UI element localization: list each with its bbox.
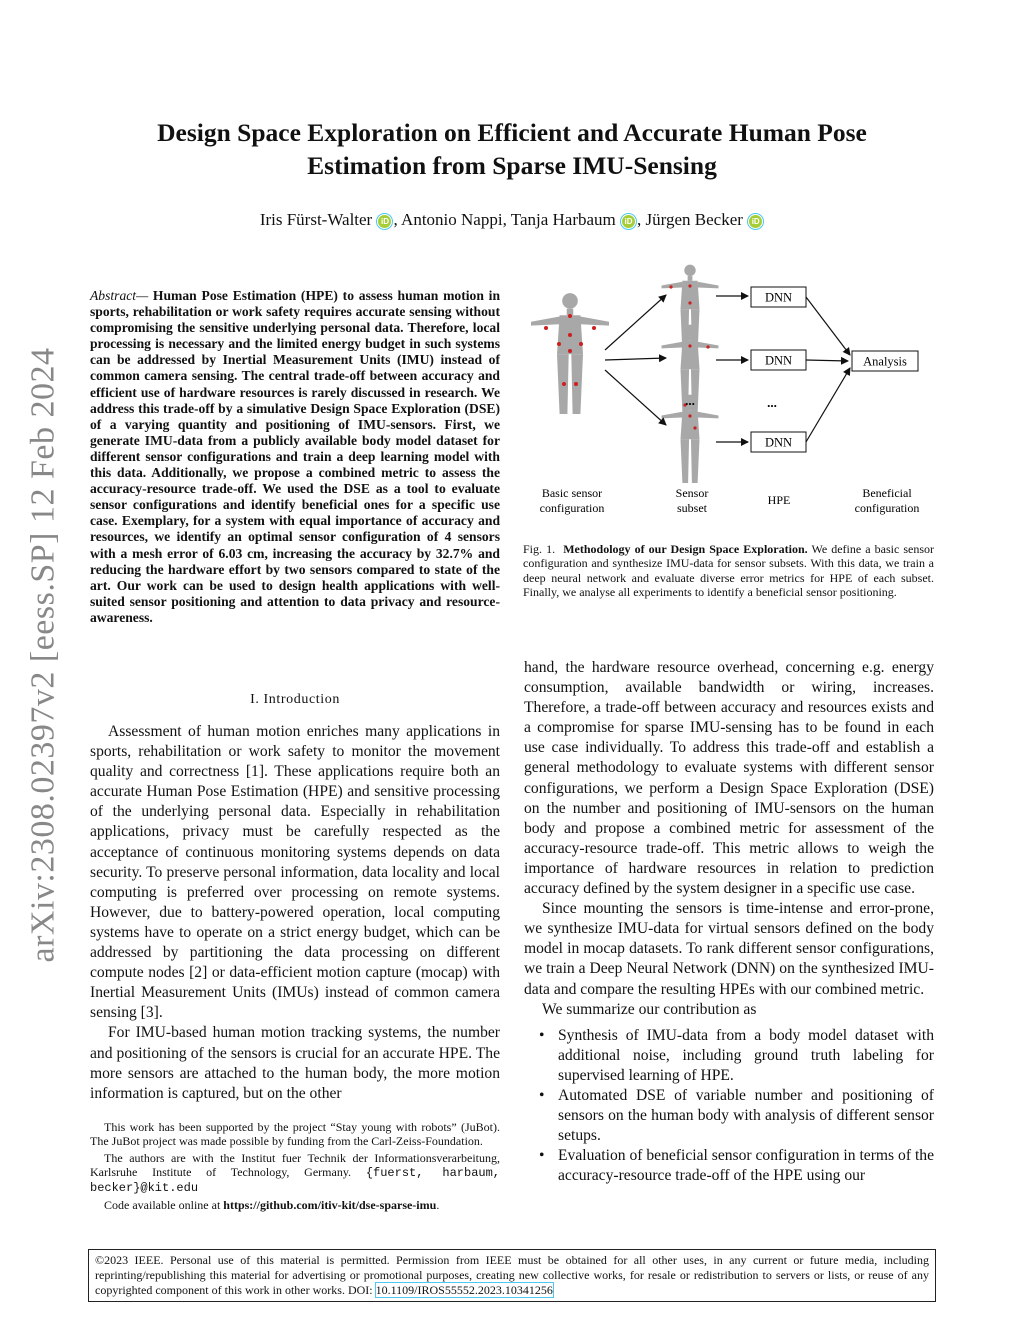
abstract-label: Abstract—: [90, 288, 149, 303]
label-hpe: HPE: [767, 493, 791, 507]
caption-label: Fig. 1.: [523, 542, 556, 556]
doi-link[interactable]: 10.1109/IROS55552.2023.10341256: [375, 1283, 553, 1297]
intro-paragraph-2: For IMU-based human motion tracking systems, the number and positioning of the sensors is crucial for an accurate HPE. The more sensors are attached to the human body, the more motion information is captured, but on the other: [90, 1024, 500, 1102]
contribution-list: [524, 1026, 934, 1187]
label-beneficial: Beneficial: [862, 486, 912, 500]
orcid-icon[interactable]: iD: [622, 215, 635, 228]
arxiv-id-text: arXiv:2308.02397v2 [eess.SP] 12 Feb 2024: [24, 347, 61, 963]
copyright-notice: [88, 1249, 936, 1302]
dnn-label-1: DNN: [764, 290, 793, 305]
paper-title: [100, 116, 924, 182]
author-1: Iris Fürst-Walter: [259, 210, 373, 229]
arxiv-identifier-stamp: [18, 347, 68, 963]
title-line-1: Design Space Exploration on Efficient and Accurate Human Pose: [157, 118, 867, 147]
figure-caption: [523, 542, 934, 599]
author-4: , Jürgen Becker: [637, 210, 743, 229]
intro-paragraph-1: Assessment of human motion enriches many applications in sports, rehabilitation or work safety to monitor the movement quality and correctness [1]. These applications require both an accurate Human Pose Estimation (HPE) and sensitive processing of the underlying personal data. Especially in rehabilitation applications, privacy must be carefully respected as the acceptance of continuous monitoring systems depends on data security. To preserve personal information, data locality and local computing is preferred over processing on remote systems. However, due to battery-powered operation, local computing systems have to operate on a strict energy budget, which can be addressed by partitioning the data processing on different compute nodes [2] or data-efficient motion capture (mocap) with Inertial Measurement Units (IMUs) instead of common camera sensing [3].: [90, 723, 500, 1022]
analysis-label: Analysis: [863, 354, 907, 369]
right-paragraph-2: Since mounting the sensors is time-intense and error-prone, we synthesize IMU-data for virtual sensors defined on the body model in mocap datasets. To rank different sensor configurations, we train a Deep Neural Network (DNN) on the synthesized IMU-data and compare the resulting HPEs with our combined metric.: [524, 900, 934, 998]
introduction-text: [90, 722, 500, 1104]
right-paragraph-1: hand, the hardware resource overhead, concerning e.g. energy consumption, available bandwidth or wiring, increases. Therefore, a trade-off between accuracy and resources exists and a compromise for sparse IMU-sensing has to be found in each use case individually. To address this trade-off and establish a general methodology to evaluate systems with different sensor configurations, we perform a Design Space Exploration (DSE) on the number and positioning of IMU-sensors on the human body and propose a combined metric for assessment of the accuracy-resource trade-off. This metric allows to weigh the importance of hardware resources in relation to prediction accuracy defined by the system designer in a specific use case.: [524, 659, 934, 898]
abstract: [90, 288, 500, 626]
list-item: • Evaluation of beneficial sensor configuration in terms of the accuracy-resource trade-off of the HPE using our: [524, 1146, 934, 1186]
label-sensor: Sensor: [675, 486, 709, 500]
code-repository-link[interactable]: https://github.com/itiv-kit/dse-sparse-imu: [223, 1198, 437, 1212]
footnote-support: This work has been supported by the project “Stay young with robots” (JuBot). The JuBot project was made possible by funding from the Carl-Zeiss-Foundation.: [90, 1120, 500, 1148]
list-item: • Automated DSE of variable number and positioning of sensors on the human body with analysis of different sensor setups.: [524, 1086, 934, 1146]
orcid-icon[interactable]: iD: [378, 215, 391, 228]
code-suffix: .: [436, 1198, 440, 1212]
author-list: [100, 210, 924, 230]
section-heading-introduction: I. Introduction: [250, 692, 340, 707]
author-2-3: , Antonio Nappi, Tanja Harbaum: [393, 210, 616, 229]
subset-ellipsis: ...: [685, 393, 695, 408]
methodology-figure: [520, 260, 940, 530]
label-subset: subset: [677, 501, 707, 515]
author-emails: {fuerst, harbaum, becker}@kit.edu: [90, 1166, 500, 1195]
basic-configuration-body: [531, 293, 609, 414]
dnn-ellipsis: ...: [767, 395, 777, 410]
dnn-label-3: DNN: [764, 435, 793, 450]
footnote-affiliation: [90, 1151, 500, 1195]
caption-title: Methodology of our Design Space Exploration.: [563, 542, 808, 556]
title-line-2: Estimation from Sparse IMU-Sensing: [307, 151, 717, 180]
copyright-text: ©2023 IEEE. Personal use of this material is permitted. Permission from IEEE must be obtained for all other uses, in any current or future media, including reprinting/republishing this material for advertising or promotional purposes, creating new collective works, for resale or redistribution to servers or lists, or reuse of any copyrighted component of this work in other works. DOI:: [95, 1253, 929, 1297]
dnn-label-2: DNN: [764, 353, 793, 368]
orcid-icon[interactable]: iD: [749, 215, 762, 228]
affiliation-text: The authors are with the Institut fuer Technik der Informationsverarbeitung, Karlsruhe Institute of Technology, Germany.: [90, 1151, 500, 1179]
code-prefix: Code available online at: [104, 1198, 224, 1212]
abstract-text: Human Pose Estimation (HPE) to assess human motion in sports, rehabilitation or work safety requires accurate sensing without compromising the sensitive underlying personal data. Therefore, local processing is necessary and the limited energy budget in such systems can be addressed by Inertial Measurement Units (IMU) instead of common camera sensing. The central trade-off between accuracy and efficient use of hardware resources is rarely discussed in research. We address this trade-off by a simulative Design Space Exploration (DSE) of a varying quantity and positioning of IMU-sensors. First, we generate IMU-data from a publicly available body model dataset for different sensor configurations and train a deep learning model with this data. Additionally, we propose a combined metric to assess the accuracy-resource trade-off. We used the DSE as a tool to evaluate sensor configurations and identify beneficial ones for a specific use case. Exemplary, for a system with equal importance of accuracy and resources, we identify an optimal sensor configuration of 4 sensors with a mesh error of 6.03 cm, increasing the accuracy by 32.7% and reducing the hardware effort by two sensors compared to state of the art. Our work can be used to design health applications with well-suited sensor positioning and attention to data privacy and resource-awareness.: [90, 288, 500, 625]
label-beneficial-configuration: configuration: [854, 501, 920, 515]
footnote-code: [90, 1198, 500, 1212]
list-item: • Synthesis of IMU-data from a body model dataset with additional noise, including ground truth labeling for supervised learning of HPE.: [524, 1026, 934, 1086]
label-configuration: configuration: [539, 501, 605, 515]
right-column-text: [524, 658, 934, 1186]
label-basic-sensor: Basic sensor: [541, 486, 603, 500]
footnotes: [90, 1120, 500, 1215]
right-paragraph-3: We summarize our contribution as: [542, 1000, 757, 1018]
caption-text: We define a basic sensor configuration and synthesize IMU-data for sensor subsets. With this data, we train a deep neural network and evaluate diverse error metrics for HPE of each subset. Finally, we analyse all experiments to identify a beneficial sensor positioning.: [523, 542, 935, 599]
